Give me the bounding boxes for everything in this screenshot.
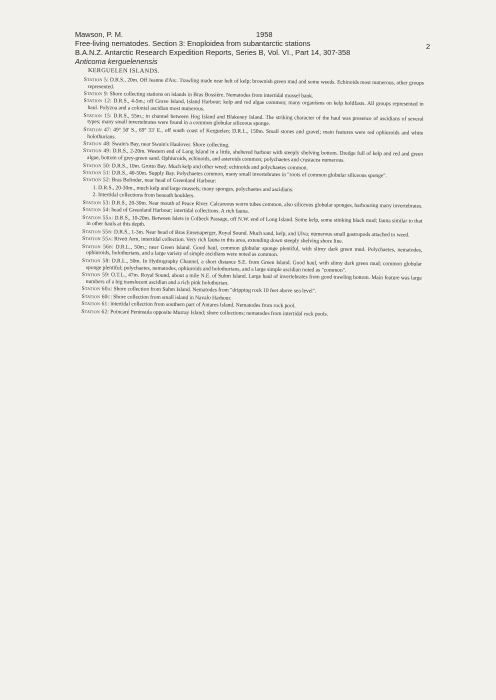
station-description: : head of Greenland Harbour; intertidal collections. A rich fauna. [108,207,250,215]
station-label: Station 54 [82,207,109,214]
station-label: Station 55a [82,214,112,221]
section-heading: KERGUELEN ISLANDS. [87,67,160,75]
station-description: : Poincaré Peninsula opposite Murray Island; shore collections; nematodes from intertidal rock pools. [107,308,329,318]
station-label: Station 61 [81,301,108,308]
station-label: Station 60a [81,286,111,293]
station-description: : D.R.S., 20m. Off Jeanne d'Arc. Trawling made near belt of kelp; brownish green mud and some weeds. Echinoids most numerous, other groups represented. [87,76,424,90]
station-label: Station 58 [81,257,109,265]
station-label: Station 9 [83,90,107,98]
station-label: Station 50 [82,162,109,169]
station-description: : Bras Bolinder, near head of Greenland Harbour: [108,177,217,185]
station-description: : D.R.S., 2-20m. Western end of Long Island in a little, sheltered harbour with steeply shelving bottom. Dredge full of kelp and red and green algae, bottom of grey-green sand. Ophiuroids, echinoids, and asteroids common; polychaetes and crustacea numerous. [87,148,424,164]
station-description: : intertidal collection from southern part of Antares Island. Nematodes from rock pool. [107,301,296,310]
station-description: : D.R.L., 50m.; near Green Island. Good haul, common globular sponge plentiful, with slimy dark green mud. Polychaetes, nematodes, ophiuroids, holothurians, and a large variety of simple ascidians were noted as common. [86,243,423,259]
station-sub-entry: 2. Intertidal collections from beneath boulders. [92,192,195,200]
station-label: Station 12 [83,98,111,105]
station-description: : 49° 50' S., 69° 33' E., off south coast of Kerguelen; D.R.L., 150m. Small stones and gravel; main features were red ophiuroids and white holothurians. [87,127,424,140]
station-description: : Swain's Bay, near Swain's Haulover. Shore collecting. [109,141,230,149]
station-label: Station 52 [82,177,109,184]
station-description: : D.R.S., 4-5m.; off Grave Island, Island Harbour; kelp and red algae common; many organisms on kelp holdfasts. All groups represented in haul. Polyzoa and a colonial ascidian most numerous. [87,98,424,113]
station-description: : D.R.S., 10-20m. Between Islets in Colbeck Passage, off N.W. end of Long Island. Some kelp, some stinking black mud; fauna similar to that in other hauls at this depth. [86,214,423,229]
station-list [81,68,424,320]
paper-title: Free-living nematodes. Section 3: Enoploidea from subantarctic stations [75,39,311,48]
station-description: : Shore collection from Suhm Island. Nematodes from "dripping rock 10 feet above sea level". [110,286,317,295]
station-label: Station 55b [82,228,112,236]
station-label: Station 47 [83,126,110,134]
species-name: Anticoma kerguelenensis [75,57,158,66]
station-description: : D.R.S., 40-50m. Supply Bay. Polychaetes common, many small invertebrates in "roots of common globular siliceous sponge". [108,170,387,180]
station-label: Station 55a [82,236,112,243]
station-label: Station 48 [83,140,110,148]
station-description: : D.R.S., 55m.; in channel between Hog Island and Blakeney Island. The striking character of the haul was presence of ascidians of several types; many small invertebrates were found in a common globular siliceous sponge. [87,112,424,128]
author: Mawson, P. M. [75,30,123,39]
station-description: : O.T.L., 47m. Royal Sound, about a mile N.E. of Suhm Island. Large haul of invertebrates from good trawling bottom. Main feature was large numbers of a big translucent ascidian and a rich pink holothurian. [85,272,422,287]
station-label: Station 59 [81,272,108,279]
station-description: : D.R.S., 10m. Grotto Bay. Much kelp and other weed; echinoids and polychaetes common. [108,162,308,171]
station-description: : D.R.S., 1-3m. Near head of Bras Ensenaperger, Royal Sound. Much sand, kelp, and Ulva; numerous small gastropods attached to weed. [111,229,410,239]
station-description: : D.R.S., 20-30m. Near mouth of Peace River. Calcareous worm tubes common, also siliceous globular sponges, harbouring many invertebrates. [108,200,423,210]
station-label: Station 56b [82,243,112,250]
station-sub-entry: 1. D.R.S., 20-30m., much kelp and large mussels; many sponges, polychaetes and ascidians. [92,184,294,194]
report-citation: B.A.N.Z. Antarctic Research Expedition Reports, Series B, Vol. VI., Part 14, 307-358 [75,48,351,57]
station-description: : D.R.L., 50m. In Hydrography Channel, a short distance S.E. from Green Island. Good haul, with slimy dark green mud; common globular sponge plentiful; polychaetes, nematodes, ophiuroids and holothurians, and a large simple ascidian noted as "common". [85,258,422,274]
station-label: Station 53 [82,199,109,207]
station-label: Station 15 [83,112,111,119]
station-label: Station 51 [82,169,109,177]
station-description: : Rivett Arm, intertidal collection. Very rich fauna in this area, extending down steeply shelving shore line. [111,236,344,245]
page-number: 2 [426,42,431,51]
station-label: Station 5 [83,76,108,83]
station-description: : Shore collection from small island in Navalo Harbour. [110,293,232,302]
station-label: Station 60c [81,293,111,300]
station-label: Station 62 [81,308,108,315]
station-description: : Shore collecting stations on islands in Bras Bossière. Nematodes from intertidal mussel bank. [106,91,314,100]
year: 1958 [256,30,273,39]
station-label: Station 49 [83,148,110,155]
